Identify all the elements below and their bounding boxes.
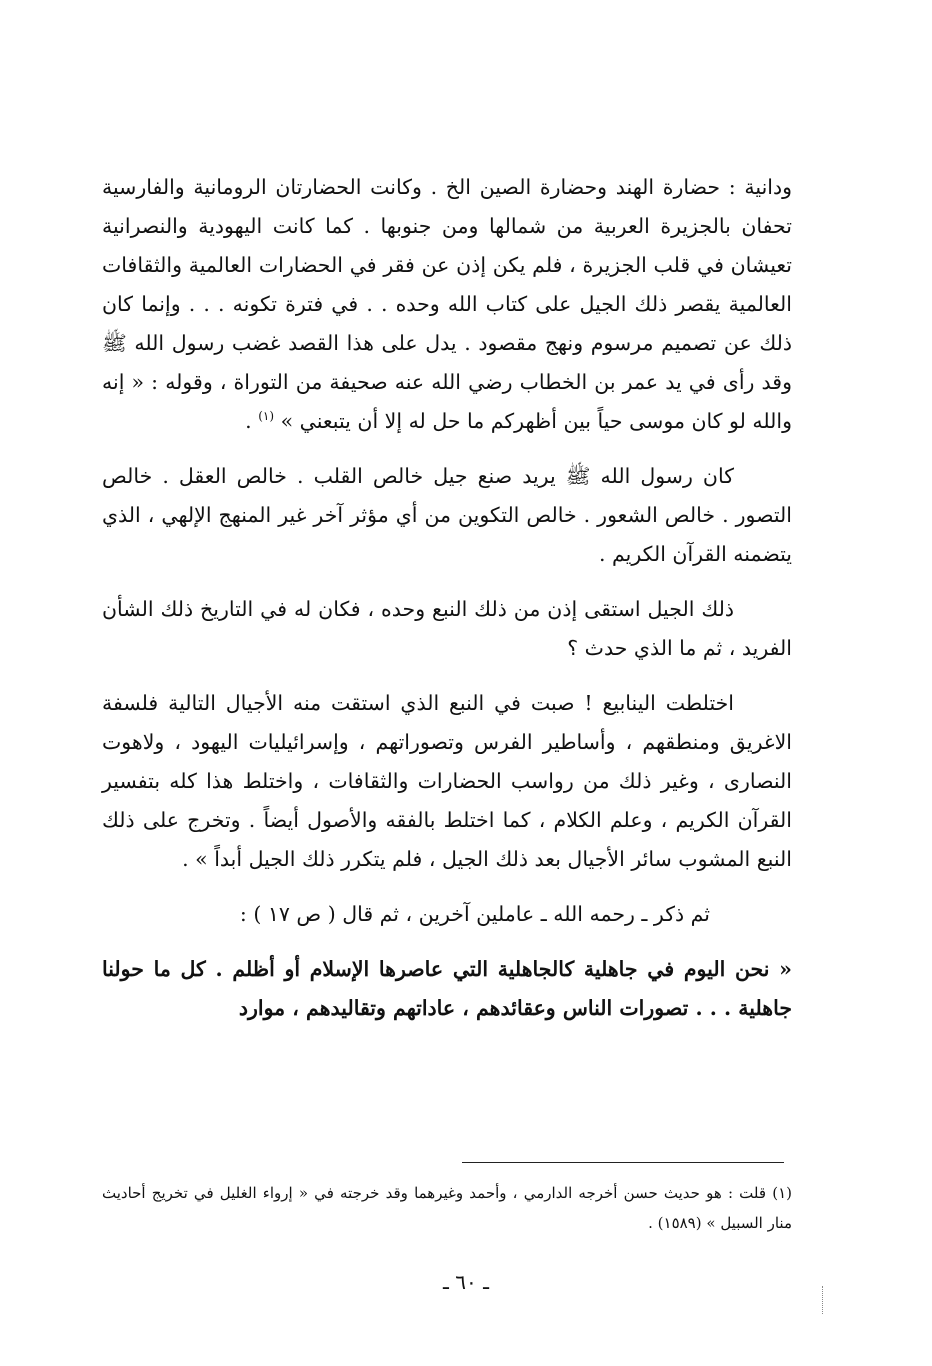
- paragraph-1-end: .: [245, 409, 259, 433]
- margin-mark: [822, 1286, 823, 1314]
- paragraph-5: ثم ذكر ـ رحمه الله ـ عاملين آخرين ، ثم قال ( ص ١٧ ) :: [239, 902, 710, 926]
- paragraph-3: ذلك الجيل استقى إذن من ذلك النبع وحده ، فكان له في التاريخ ذلك الشأن الفريد ، ثم ما الذي حدث ؟: [102, 597, 792, 660]
- paragraph-6: « نحن اليوم في جاهلية كالجاهلية التي عاصرها الإسلام أو أظلم . كل ما حولنا جاهلية . . . تصورات الناس وعقائدهم ، عاداتهم وتقاليدهم ، موارد: [102, 957, 792, 1020]
- paragraph-1: [102, 168, 792, 441]
- body-text: [102, 168, 792, 1028]
- footnote-reference: (١): [258, 409, 275, 424]
- paragraph-1-text: ودانية : حضارة الهند وحضارة الصين الخ . وكانت الحضارتان الرومانية والفارسية تحفان بالجزيرة العربية من شمالها ومن جنوبها . كما كانت اليهودية والنصرانية تعيشان في قلب الجزيرة ، فلم يكن إذن عن فقر في الحضارات العالمية والثقافات العالمية يقصر ذلك الجيل على كتاب الله وحده . . في فترة تكونه . . . وإنما كان ذلك عن تصميم مرسوم ونهج مقصود . يدل على هذا القصد غضب رسول الله ﷺ وقد رأى في يد عمر بن الخطاب رضي الله عنه صحيفة من التوراة ، وقوله : « إنه والله لو كان موسى حياً بين أظهركم ما حل له إلا أن يتبعني »: [102, 175, 792, 433]
- page-number: ـ ٦٠ ـ: [443, 1270, 489, 1294]
- footnote: (١) قلت : هو حديث حسن أخرجه الدارمي ، وأحمد وغيرهما وقد خرجته في « إرواء الغليل في تخريج أحاديث منار السبيل » (١٥٨٩) .: [102, 1184, 792, 1232]
- paragraph-2: كان رسول الله ﷺ يريد صنع جيل خالص القلب . خالص العقل . خالص التصور . خالص الشعور . خالص التكوين من أي مؤثر آخر غير المنهج الإلهي ، الذي يتضمنه القرآن الكريم .: [102, 464, 792, 566]
- paragraph-4: اختلطت الينابيع ! صبت في النبع الذي استقت منه الأجيال التالية فلسفة الاغريق ومنطقهم ، وأساطير الفرس وتصوراتهم ، وإسرائيليات اليهود ، ولاهوت النصارى ، وغير ذلك من رواسب الحضارات والثقافات ، واختلط هذا كله بتفسير القرآن الكريم ، وعلم الكلام ، كما اختلط بالفقه والأصول أيضاً . وتخرج على ذلك النبع المشوب سائر الأجيال بعد ذلك الجيل ، فلم يتكرر ذلك الجيل أبداً » .: [102, 691, 792, 871]
- footnote-separator: [462, 1162, 784, 1163]
